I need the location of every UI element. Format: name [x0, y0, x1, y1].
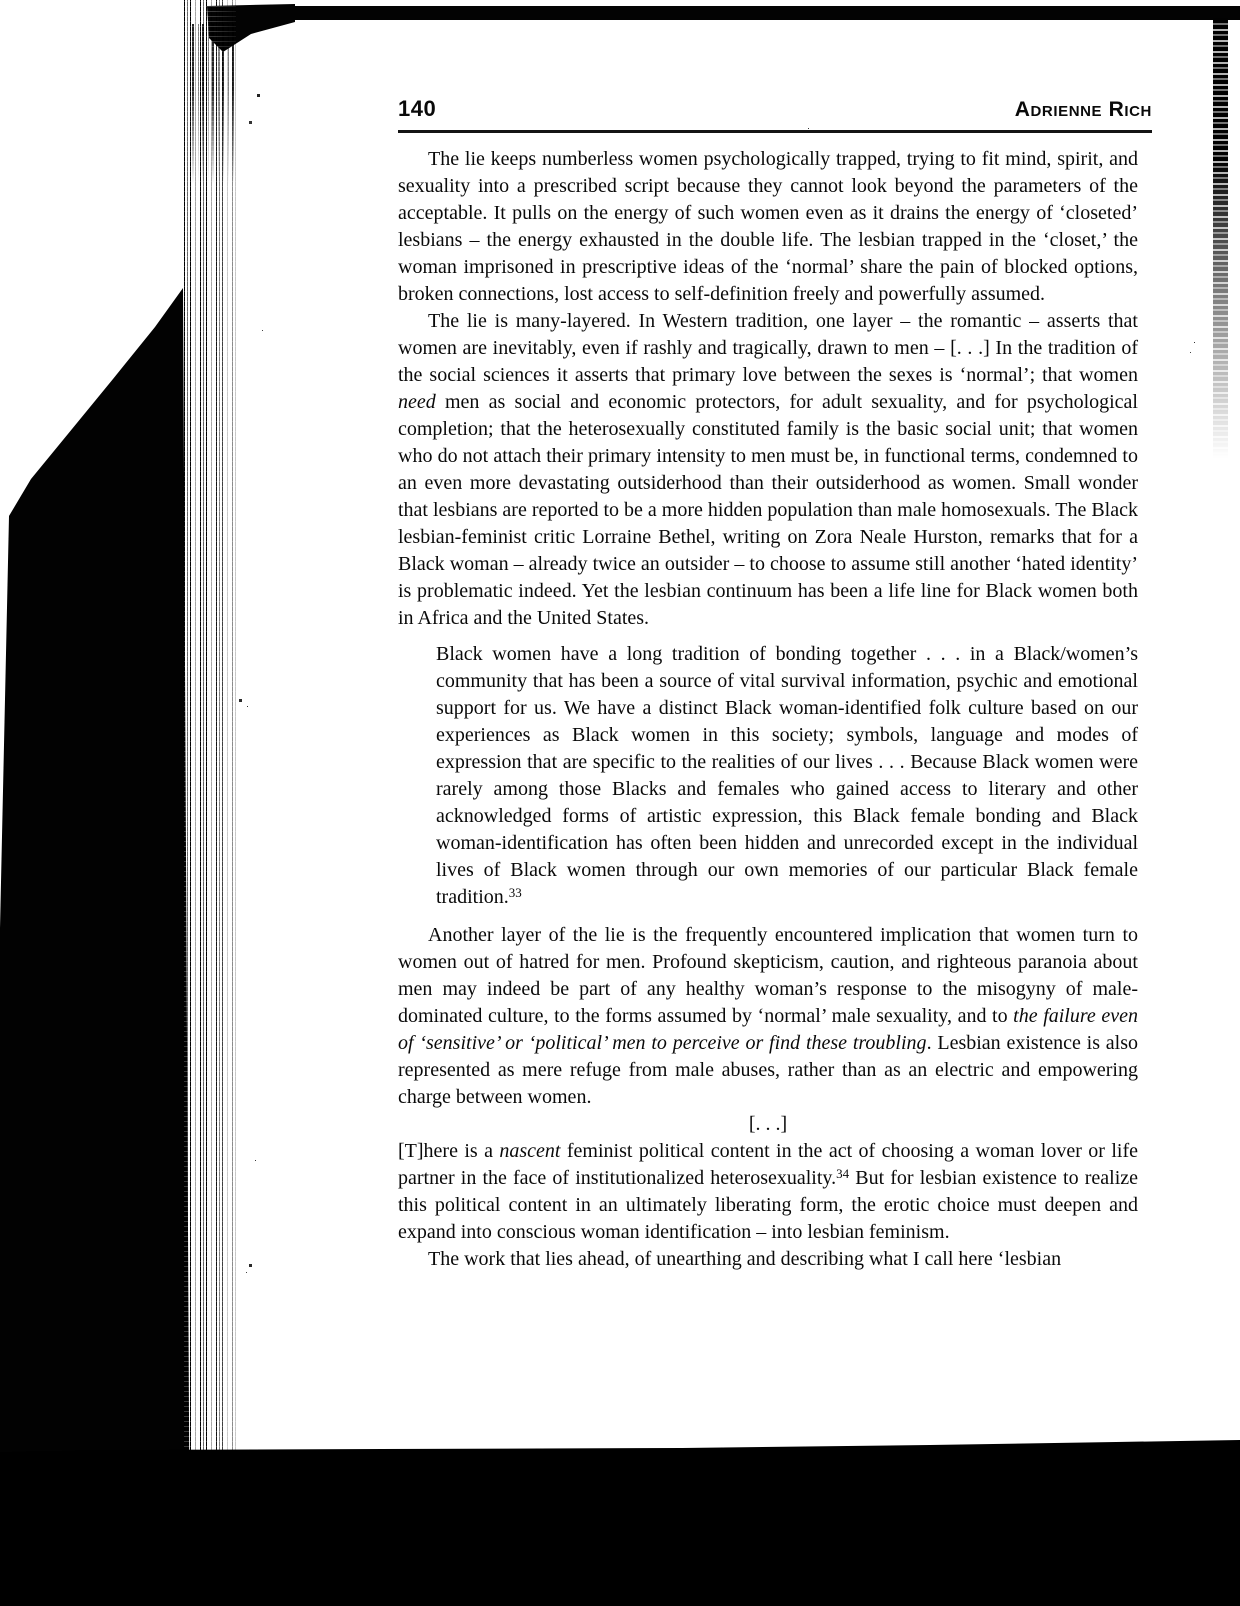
footnote-ref-34: 34 — [836, 1166, 850, 1181]
text-block — [398, 146, 1138, 1273]
block-quote-bethel — [398, 641, 1138, 911]
paragraph-text: The work that lies ahead, of unearthing and describing what I call here ‘lesbian — [428, 1248, 1062, 1270]
ellipsis-line — [398, 1111, 1138, 1138]
paragraph-the-work-ahead — [398, 1246, 1138, 1273]
footnote-ref-33: 33 — [508, 885, 522, 900]
paragraph-text: The lie keeps numberless women psychologically trapped, trying to fit mind, spirit, and sexuality into a prescribed script because they cannot look beyond the parameters of the acceptable. It pulls on the energy of such women even as it drains the energy of ‘closeted’ lesbians – the energy exhausted in the double life. The lesbian trapped in the ‘closet,’ the woman imprisoned in prescriptive ideas of the ‘normal’ share the pain of blocked options, broken connections, lost access to self-definition freely and powerfully assumed. — [398, 148, 1138, 305]
emphasis-nascent: nascent — [499, 1140, 561, 1162]
paragraph-text: men as social and economic protectors, for adult sexuality, and for psychological completion; that the heterosexually constituted family is the basic social unit; that women who do not attach their primary intensity to men must be, in functional terms, condemned to an even more devastating outsiderhood than their outsiderhood as women. Small wonder that lesbians are reported to be a more hidden population than male homosexuals. The Black lesbian-feminist critic Lorraine Bethel, writing on Zora Neale Hurston, remarks that for a Black woman – already twice an outsider – to choose to assume still another ‘hated identity’ is problematic indeed. Yet the lesbian continuum has been a life line for Black women both in Africa and the United States. — [398, 391, 1138, 629]
emphasis-need: need — [398, 391, 436, 413]
paragraph-text: Another layer of the lie is the frequently encountered implication that women turn to women out of hatred for men. Profound skepticism, caution, and righteous paranoia about men may indeed be part of any healthy woman’s response to the misogyny of male-dominated culture, to the forms assumed by ‘normal’ male sexuality, and to — [398, 924, 1138, 1027]
paragraph-text: But for lesbian existence to realize this political content in an ultimately liberating form, the erotic choice must deepen and expand into conscious woman identification – into lesbian feminism. — [398, 1167, 1139, 1243]
paragraph-text: feminist political content in the act of choosing a woman lover or life partner in the face of institutionalized heterosexuality. — [398, 1140, 1138, 1189]
quote-text: Black women have a long tradition of bonding together . . . in a Black/women’s community that has been a source of vital survival information, psychic and emotional support for us. We have a distinct Black woman-identified folk culture based on our experiences as Black women in this society; symbols, language and modes of expression that are specific to the realities of our lives . . . Because Black women were rarely among those Blacks and females who gained access to literary and other acknowledged forms of artistic expression, this Black female bonding and Black woman-identification has often been hidden and unrecorded except in the individual lives of Black women through our own memories of our particular Black female tradition. — [436, 643, 1138, 908]
scan-bottom-shadow — [0, 1440, 1240, 1606]
scan-noise-specks — [0, 0, 1, 1]
paragraph-text: [T]here is a — [398, 1140, 500, 1162]
page-edge-texture — [184, 0, 236, 1452]
running-head-author: Adrienne Rich — [1014, 98, 1152, 121]
paragraph-the-lie-keeps — [398, 146, 1138, 308]
scan-spine-shadow — [0, 288, 200, 1606]
page-header — [398, 96, 1152, 133]
ellipsis-text: [. . .] — [748, 1113, 788, 1135]
paragraph-another-layer — [398, 922, 1138, 1111]
page-content — [398, 96, 1152, 1273]
paragraph-nascent-content — [398, 1138, 1138, 1246]
scan-right-edge-shadow — [1213, 18, 1228, 458]
paragraph-the-lie-is-many-layered — [398, 308, 1138, 632]
paragraph-text: . Lesbian existence is also represented as mere refuge from male abuses, rather than as an electric and empowering charge between women. — [398, 1032, 1138, 1108]
paragraph-text: The lie is many-layered. In Western tradition, one layer – the romantic – asserts that women are inevitably, even if rashly and tragically, drawn to men – [. . .] In the tradition of the social sciences it asserts that primary love between the sexes is ‘normal’; that women — [398, 310, 1138, 386]
scan-top-edge-shadow — [268, 6, 1240, 20]
page-number: 140 — [398, 96, 437, 121]
emphasis-failure-clause: the failure even of ‘sensitive’ or ‘political’ men to perceive or find these troubling — [398, 1005, 1138, 1054]
